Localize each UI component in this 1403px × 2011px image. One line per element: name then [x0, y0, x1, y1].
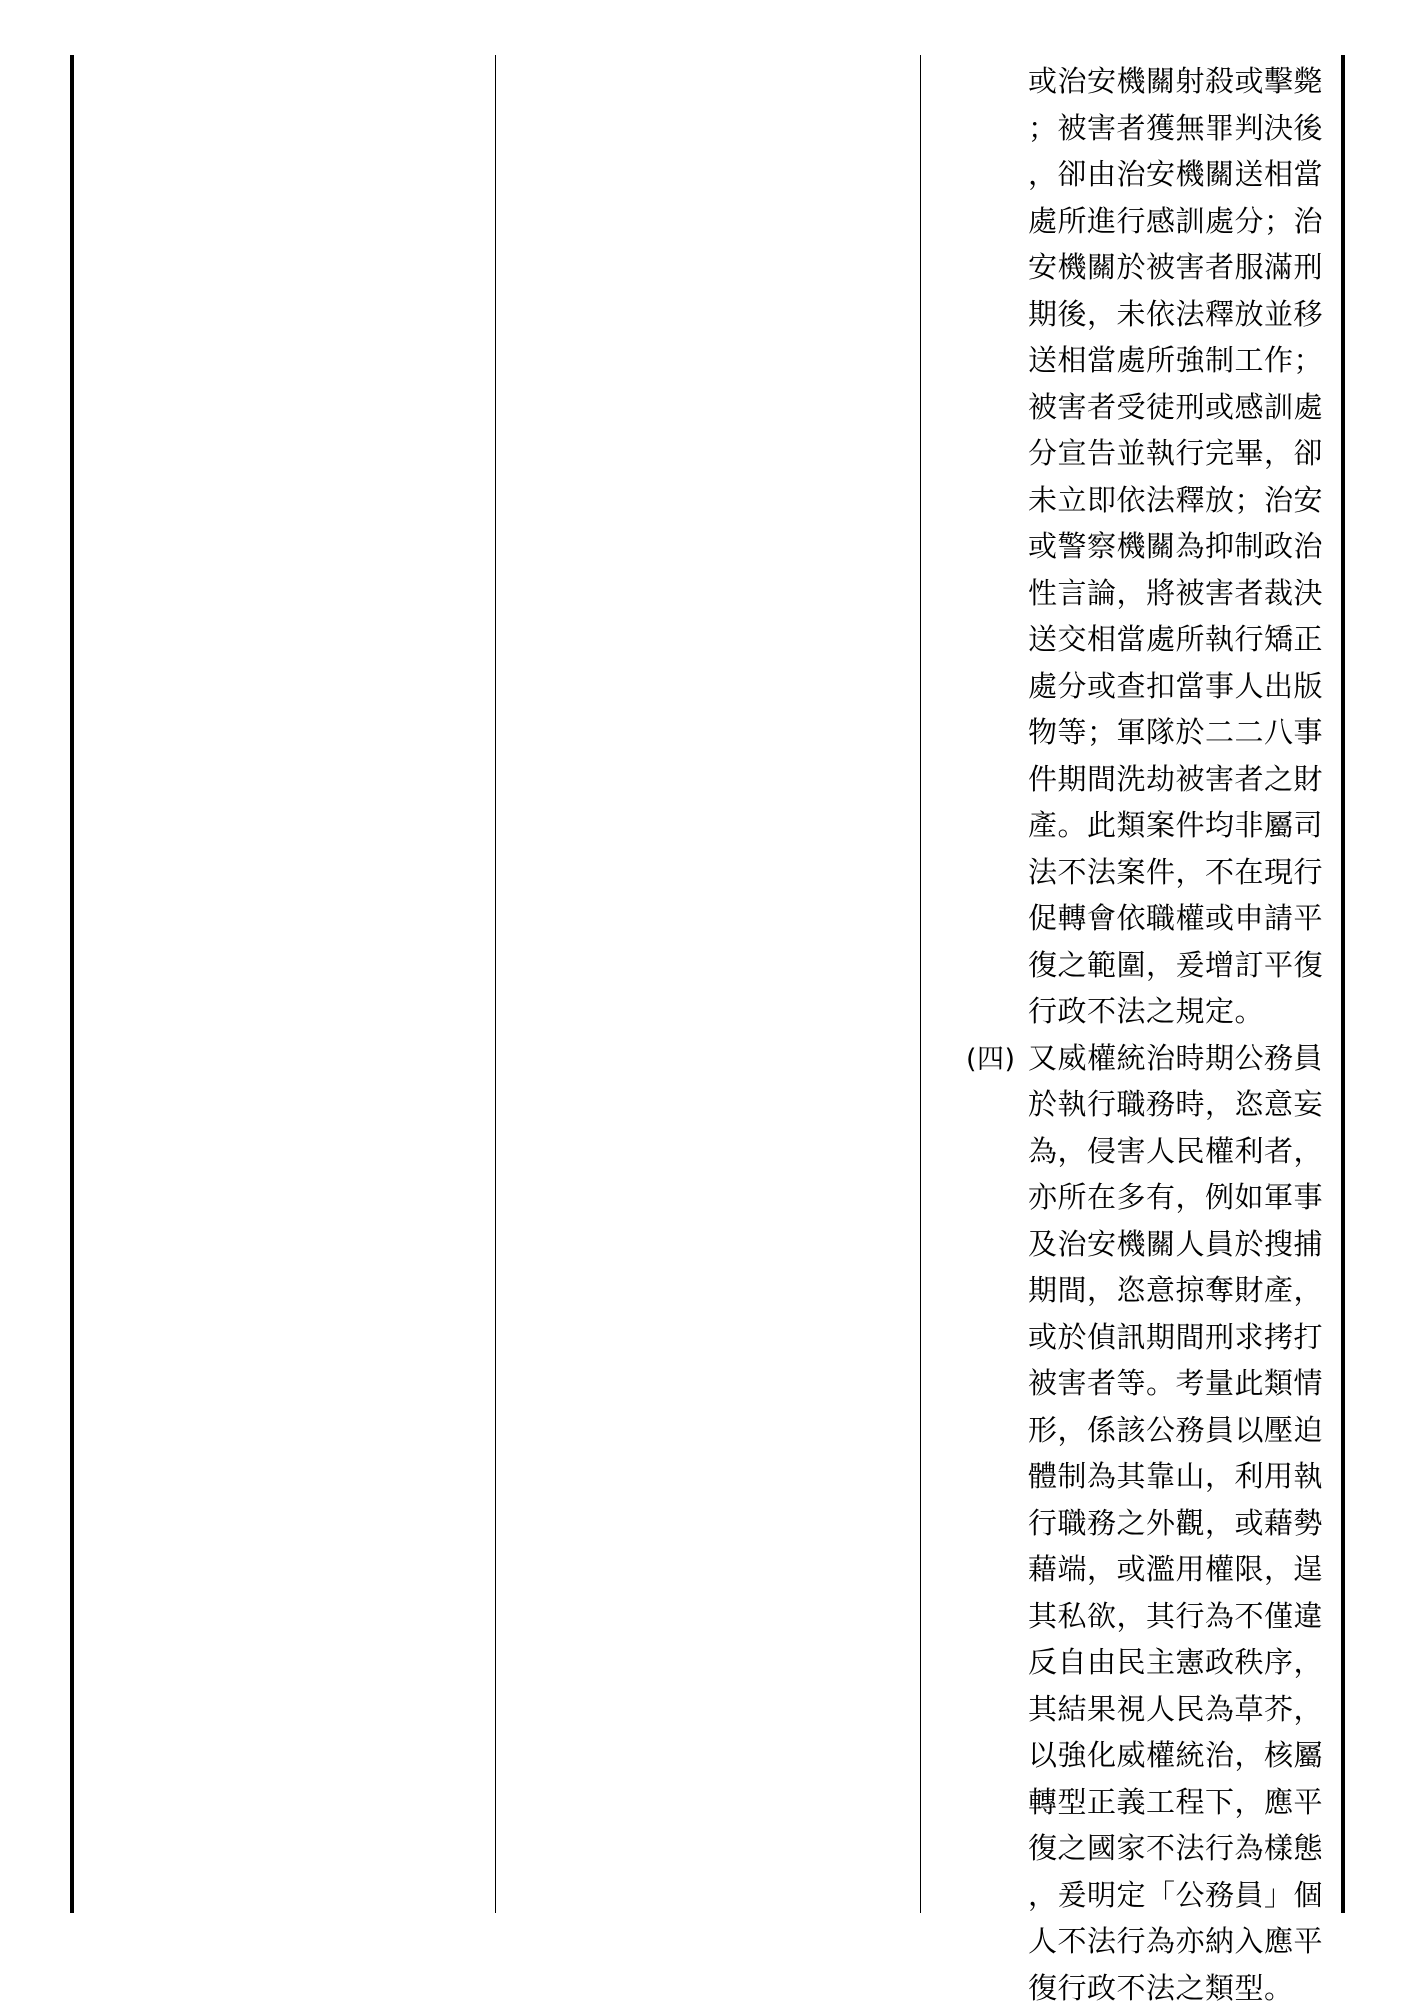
- text-line: 被害者受徒刑或感訓處: [966, 384, 1336, 431]
- text-line: 產。此類案件均非屬司: [966, 802, 1336, 849]
- text-line: 未立即依法釋放；治安: [966, 477, 1336, 524]
- paragraph-item-four: [966, 1035, 1336, 2011]
- paragraph-continued: [966, 58, 1336, 1035]
- text-line: 性言論，將被害者裁決: [966, 570, 1336, 617]
- text-line: 安機關於被害者服滿刑: [966, 244, 1336, 291]
- text-line: 亦所在多有，例如軍事: [966, 1174, 1336, 1221]
- text-line: ，爰明定「公務員」個: [966, 1872, 1336, 1919]
- text-line: 其私欲，其行為不僅違: [966, 1593, 1336, 1640]
- text-line: 促轉會依職權或申請平: [966, 895, 1336, 942]
- item-marker: (四): [966, 1037, 1028, 1084]
- text-line: 法不法案件，不在現行: [966, 849, 1336, 896]
- text-line: 形，係該公務員以壓迫: [966, 1407, 1336, 1454]
- text-line: 藉端，或濫用權限，逞: [966, 1546, 1336, 1593]
- text-line: 期後，未依法釋放並移: [966, 291, 1336, 338]
- text-line: 及治安機關人員於搜捕: [966, 1221, 1336, 1268]
- text-line: 行政不法之規定。: [966, 988, 1336, 1035]
- text-line: 期間，恣意掠奪財產，: [966, 1267, 1336, 1314]
- text-line: 其結果視人民為草芥，: [966, 1686, 1336, 1733]
- text-line: 分宣告並執行完畢，卻: [966, 430, 1336, 477]
- explanation-column: [966, 58, 1336, 2011]
- text-line: 人不法行為亦納入應平: [966, 1918, 1336, 1965]
- text-line: 件期間洗劫被害者之財: [966, 756, 1336, 803]
- text-line: 處分或查扣當事人出版: [966, 663, 1336, 710]
- text-line: 復之範圍，爰增訂平復: [966, 942, 1336, 989]
- text-line: 或警察機關為抑制政治: [966, 523, 1336, 570]
- text-line: 於執行職務時，恣意妄: [966, 1081, 1336, 1128]
- text-line: 送相當處所強制工作；: [966, 337, 1336, 384]
- text-line: 送交相當處所執行矯正: [966, 616, 1336, 663]
- text-line: 復之國家不法行為樣態: [966, 1825, 1336, 1872]
- text-line: 以強化威權統治，核屬: [966, 1732, 1336, 1779]
- text-line: 或治安機關射殺或擊斃: [966, 58, 1336, 105]
- text-line: 被害者等。考量此類情: [966, 1360, 1336, 1407]
- text-line: 處所進行感訓處分；治: [966, 198, 1336, 245]
- text-line: ；被害者獲無罪判決後: [966, 105, 1336, 152]
- text-line: 或於偵訊期間刑求拷打: [966, 1314, 1336, 1361]
- text-line: 反自由民主憲政秩序，: [966, 1639, 1336, 1686]
- table-column-divider-1: [495, 55, 496, 1913]
- text-line: 物等；軍隊於二二八事: [966, 709, 1336, 756]
- text-line: ，卻由治安機關送相當: [966, 151, 1336, 198]
- text-line: 行職務之外觀，或藉勢: [966, 1500, 1336, 1547]
- table-column-divider-2: [920, 55, 921, 1913]
- text-line-content: 又威權統治時期公務員: [1028, 1041, 1323, 1075]
- text-line: 復行政不法之類型。: [966, 1965, 1336, 2011]
- table-border-right: [1341, 55, 1345, 1913]
- text-line: 體制為其靠山，利用執: [966, 1453, 1336, 1500]
- text-line: 為，侵害人民權利者，: [966, 1128, 1336, 1175]
- text-line: 轉型正義工程下，應平: [966, 1779, 1336, 1826]
- text-line: [966, 1035, 1336, 1082]
- table-border-left: [70, 55, 74, 1913]
